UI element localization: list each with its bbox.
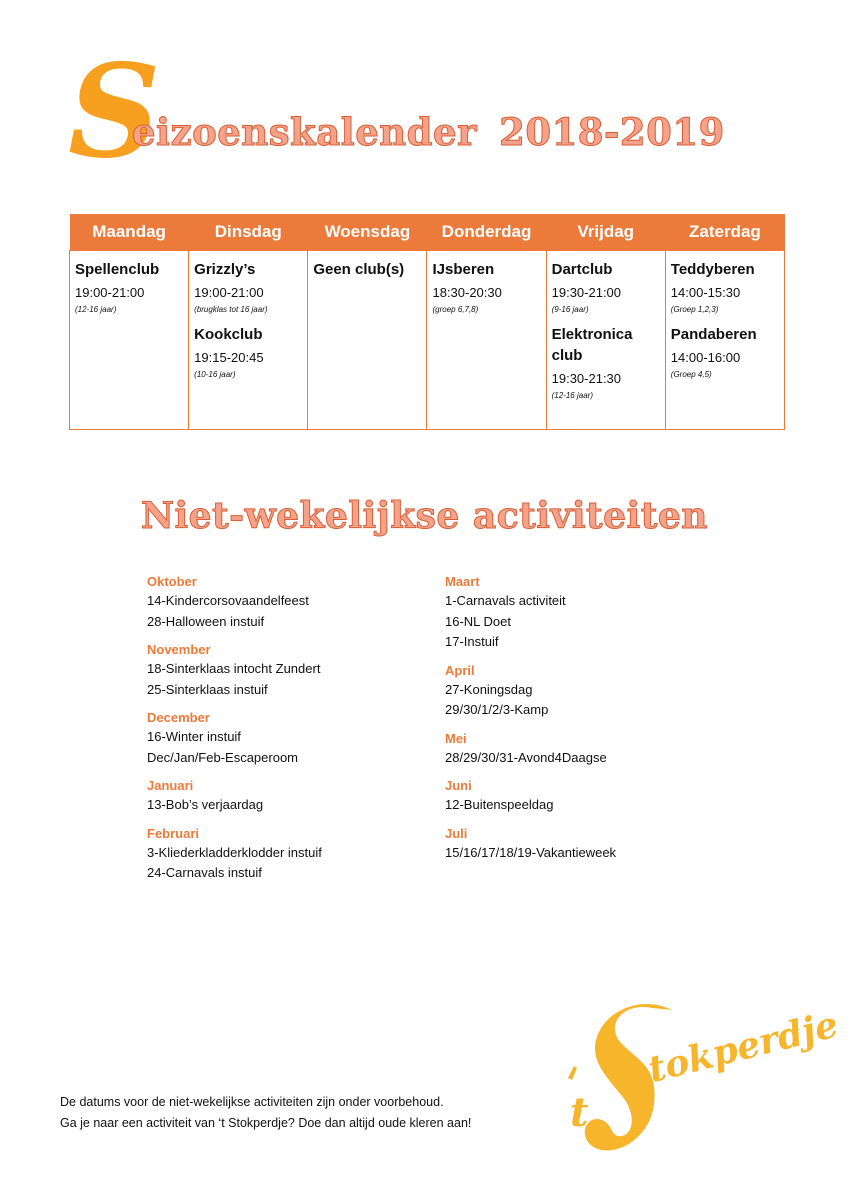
activity-item: 29/30/1/2/3-Kamp bbox=[445, 702, 549, 717]
month-heading: December bbox=[147, 710, 210, 725]
title-rest: eizoenskalender bbox=[132, 110, 478, 154]
activity-item: 28/29/30/31-Avond4Daagse bbox=[445, 749, 607, 765]
day-cell bbox=[546, 251, 665, 430]
logo-apostrophe-shape bbox=[568, 1066, 577, 1080]
day-cell bbox=[665, 251, 784, 430]
club-name: Grizzly’s bbox=[194, 261, 256, 278]
club-time: 19:00-21:00 bbox=[194, 285, 264, 300]
club-age: (12-16 jaar) bbox=[75, 305, 117, 314]
month-heading: Mei bbox=[445, 730, 467, 746]
day-header: Donderdag bbox=[427, 214, 546, 251]
month-group bbox=[147, 825, 322, 884]
club-age: (10-16 jaar) bbox=[194, 370, 236, 379]
month-group bbox=[445, 825, 616, 864]
day-cell bbox=[189, 251, 308, 430]
activity-item: 1-Carnavals activiteit bbox=[445, 593, 566, 608]
day-cell bbox=[70, 251, 189, 430]
club-age: (Groep 4,5) bbox=[670, 370, 712, 379]
club-name: Dartclub bbox=[551, 261, 613, 278]
activity-item: 12-Buitenspeeldag bbox=[445, 797, 554, 812]
month-group bbox=[147, 777, 322, 816]
activity-item: 24-Carnavals instuif bbox=[147, 865, 262, 880]
footer-note bbox=[60, 1092, 471, 1134]
club-time: 19:15-20:45 bbox=[194, 350, 264, 365]
club-time: 18:30-20:30 bbox=[432, 285, 502, 300]
club-name: Teddyberen bbox=[670, 261, 755, 278]
activity-item: 28-Halloween instuif bbox=[147, 613, 265, 629]
title-initial: S bbox=[68, 37, 161, 187]
club-name: Kookclub bbox=[194, 326, 263, 343]
club-age: (brugklas tot 16 jaar) bbox=[194, 305, 268, 314]
day-header: Woensdag bbox=[308, 214, 427, 251]
footer-line-1: De datums voor de niet-wekelijkse activiteiten zijn onder voorbehoud. bbox=[60, 1095, 444, 1109]
weekly-schedule-table bbox=[69, 214, 785, 430]
day-cell bbox=[427, 251, 546, 430]
footer-line-2: Ga je naar een activiteit van ‘t Stokperdje? Doe dan altijd oude kleren aan! bbox=[60, 1116, 472, 1130]
activity-item: 15/16/17/18/19-Vakantieweek bbox=[445, 844, 617, 860]
day-header: Dinsdag bbox=[189, 214, 308, 251]
activities-column-left bbox=[147, 573, 322, 893]
month-heading: April bbox=[445, 662, 475, 678]
special-activities-title: Niet-wekelijkse activiteiten bbox=[141, 495, 708, 537]
activity-item: 25-Sinterklaas instuif bbox=[147, 681, 268, 697]
month-heading: Februari bbox=[147, 825, 200, 841]
activity-item: 14-Kindercorsovaandelfeest bbox=[147, 593, 309, 608]
activity-item: 27-Koningsdag bbox=[445, 681, 533, 697]
activity-item: 3-Kliederkladderklodder instuif bbox=[147, 844, 322, 860]
title-text bbox=[132, 110, 725, 154]
month-heading: Januari bbox=[147, 778, 194, 793]
activity-item: 16-Winter instuif bbox=[147, 729, 241, 744]
month-group bbox=[445, 573, 616, 653]
activity-item: 13-Bob’s verjaardag bbox=[147, 797, 264, 812]
logo-word-glyphs: tokperdje bbox=[643, 1003, 843, 1092]
day-header-row bbox=[70, 214, 785, 251]
month-heading: Maart bbox=[445, 574, 480, 589]
club-time: 14:00-15:30 bbox=[670, 285, 741, 300]
club-time: 19:00-21:00 bbox=[75, 285, 145, 300]
page-title bbox=[68, 37, 788, 187]
month-group bbox=[147, 709, 322, 768]
club-row bbox=[70, 251, 785, 430]
club-age: (12-16 jaar) bbox=[551, 391, 593, 400]
month-heading: November bbox=[147, 642, 211, 657]
title-year: 2018-2019 bbox=[499, 110, 725, 154]
club-name: Spellenclub bbox=[75, 261, 160, 278]
day-header: Maandag bbox=[70, 214, 189, 251]
club-time: 14:00-16:00 bbox=[670, 350, 741, 365]
month-heading: Juni bbox=[445, 778, 472, 793]
club-time: 19:30-21:00 bbox=[551, 285, 622, 300]
activity-item: 17-Instuif bbox=[445, 634, 499, 649]
month-group bbox=[147, 641, 322, 700]
month-group bbox=[445, 730, 616, 769]
day-header: Vrijdag bbox=[546, 214, 665, 251]
day-header: Zaterdag bbox=[665, 214, 784, 251]
club-name: Elektronica club bbox=[551, 326, 633, 364]
activity-item: 16-NL Doet bbox=[445, 613, 511, 629]
month-group bbox=[445, 662, 616, 721]
activities-column-right bbox=[445, 573, 616, 872]
club-name: Geen club(s) bbox=[313, 261, 405, 278]
club-age: (9-16 jaar) bbox=[551, 305, 589, 314]
activity-item: Dec/Jan/Feb-Escaperoom bbox=[147, 749, 299, 765]
month-heading: Juli bbox=[445, 825, 468, 841]
month-heading: Oktober bbox=[147, 574, 197, 589]
club-age: (groep 6,7,8) bbox=[432, 305, 479, 314]
club-name: IJsberen bbox=[432, 261, 495, 278]
stokperdje-logo bbox=[560, 1000, 843, 1170]
club-time: 19:30-21:30 bbox=[551, 371, 622, 386]
month-group bbox=[147, 573, 322, 632]
day-cell bbox=[308, 251, 427, 430]
activity-item: 18-Sinterklaas intocht Zundert bbox=[147, 661, 321, 676]
month-group bbox=[445, 777, 616, 816]
club-name: Pandaberen bbox=[670, 326, 757, 343]
club-age: (Groep 1,2,3) bbox=[670, 305, 719, 314]
logo-t-glyph: t bbox=[570, 1089, 589, 1136]
